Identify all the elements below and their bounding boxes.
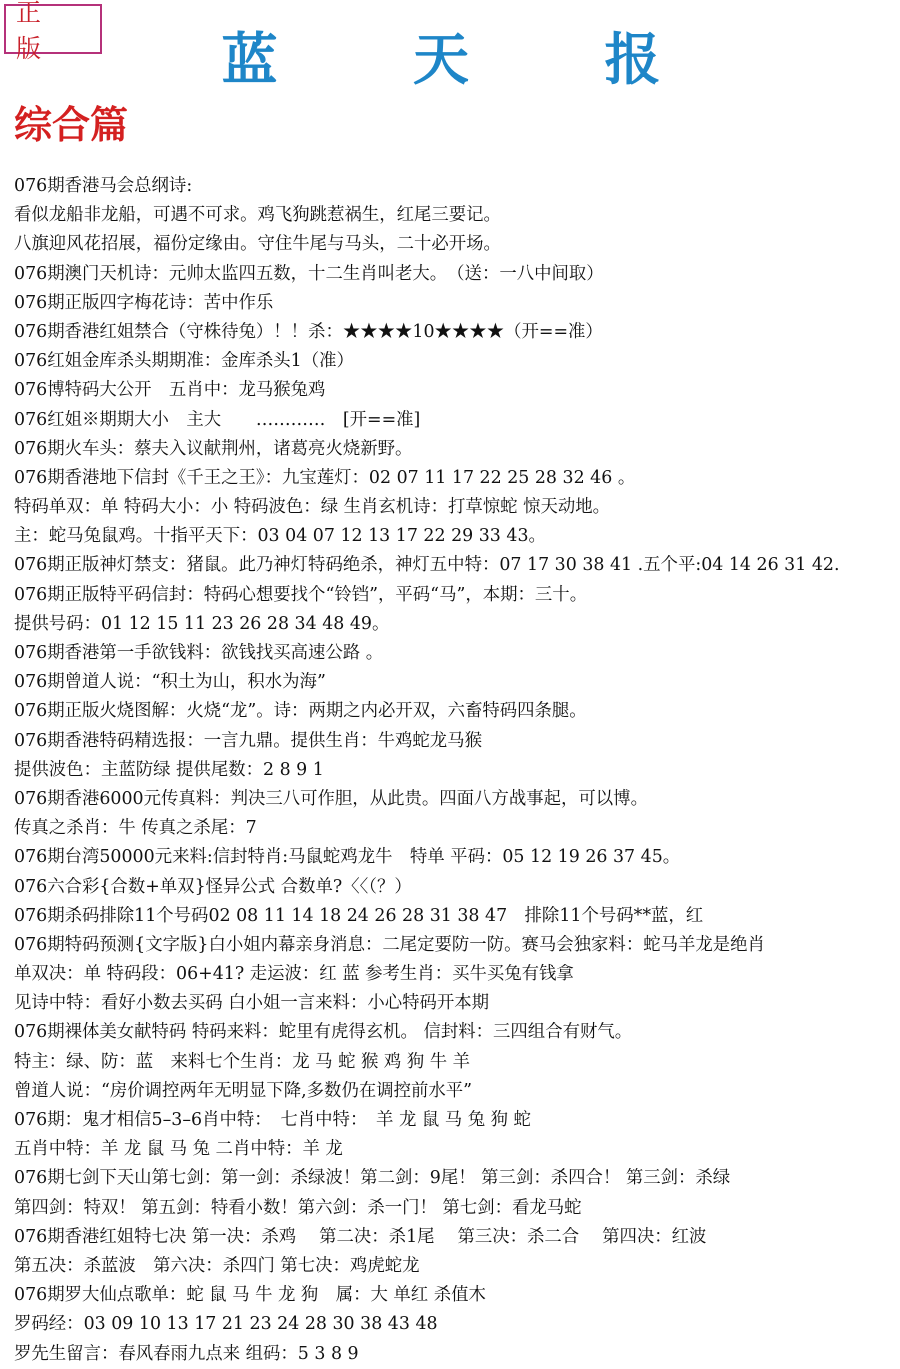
content-line: 076期澳门天机诗：元帅太监四五数，十二生肖叫老大。 （送：一八中间取） xyxy=(14,263,604,284)
content-line: 076期七剑下天山第七剑：第一剑：杀绿波！第二剑：9尾！ 第三剑：杀四合！ 第三剑：杀绿 xyxy=(14,1168,731,1189)
content-line: 076六合彩{合数+单双}怪异公式 合数单?〈〈（？） xyxy=(14,876,412,897)
content-line: 076期香港特码精选报：一言九鼎。提供生肖：牛鸡蛇龙马猴 xyxy=(14,730,482,751)
content-line: 076期正版特平码信封：特码心想要找个“铃铛”，平码“马”，本期：三十。 xyxy=(14,584,588,605)
content-line: 076博特码大公开 五肖中：龙马猴兔鸡 xyxy=(14,380,326,401)
content-line: 见诗中特：看好小数去买码 白小姐一言来料：小心特码开本期 xyxy=(14,993,490,1014)
content-line: 传真之杀肖：牛 传真之杀尾：7 xyxy=(14,818,257,839)
content-line: 076期正版火烧图解：火烧“龙”。诗：两期之内必开双，六畜特码四条腿。 xyxy=(14,701,587,722)
content-line: 特主：绿、防：蓝 来料七个生肖：龙 马 蛇 猴 鸡 狗 牛 羊 xyxy=(14,1051,471,1072)
content-line: 076期杀码排除11个号码02 08 11 14 18 24 26 28 31 38 47 排除11个号码**蓝，红 xyxy=(14,905,704,926)
content-lines xyxy=(14,172,898,1369)
content-line: 五肖中特：羊 龙 鼠 马 兔 二肖中特：羊 龙 xyxy=(14,1139,343,1160)
content-line: 罗先生留言：春风春雨九点来 组码：5 3 8 9 xyxy=(14,1343,359,1364)
content-line: 八旗迎风花招展，福份定缘由。守住牛尾与马头，二十必开场。 xyxy=(14,234,501,255)
content-line: 提供号码：01 12 15 11 23 26 28 34 48 49。 xyxy=(14,613,390,634)
content-line: 076期罗大仙点歌单：蛇 鼠 马 牛 龙 狗 属：大 单红 杀值木 xyxy=(14,1285,486,1306)
content-line: 076期：鬼才相信5–3–6肖中特： 七肖中特： 羊 龙 鼠 马 兔 狗 蛇 xyxy=(14,1110,531,1130)
content-line: 曾道人说：“房价调控两年无明显下降,多数仍在调控前水平” xyxy=(14,1080,473,1101)
content-line: 076期火车头：蔡夫入议献荆州，诸葛亮火烧新野。 xyxy=(14,438,413,459)
section-heading: 综合篇 xyxy=(14,102,129,147)
content-line: 第四剑：特双！ 第五剑：特看小数！第六剑：杀一门！ 第七剑：看龙马蛇 xyxy=(14,1197,582,1218)
content-line: 罗码经：03 09 10 13 17 21 23 24 28 30 38 43 48 xyxy=(14,1314,438,1335)
content-line: 076期正版四字梅花诗：苦中作乐 xyxy=(14,292,274,313)
content-line: 076期香港红姐禁合（守株待兔）！！杀：★★★★10★★★★（开==准） xyxy=(14,321,603,342)
content-line: 076期台湾50000元来料:信封特肖:马鼠蛇鸡龙牛 特单 平码：05 12 19 26 37 45。 xyxy=(14,847,681,868)
edition-stamp: 正 版 xyxy=(4,4,102,54)
content-line: 提供波色：主蓝防绿 提供尾数：2 8 9 1 xyxy=(14,759,324,780)
content-line: 076期香港马会总纲诗: xyxy=(14,176,193,196)
content-line: 076红姐※期期大小 主大 ………… [开==准] xyxy=(14,409,421,430)
content-line: 076红姐金库杀头期期准：金库杀头1（准） xyxy=(14,351,354,372)
content-line: 单双决：单 特码段：06+41? 走运波：红 蓝 参考生肖：买牛买兔有钱拿 xyxy=(14,964,574,985)
newspaper-title: 蓝 天 报 xyxy=(221,27,719,93)
content-line: 076期香港红姐特七决 第一决：杀鸡 第二决：杀1尾 第三决：杀二合 第四决：红波 xyxy=(14,1226,707,1247)
content-line: 看似龙船非龙船，可遇不可求。鸡飞狗跳惹祸生，红尾三要记。 xyxy=(14,205,501,226)
content-line: 076期香港第一手欲钱料：欲钱找买高速公路 。 xyxy=(14,643,384,663)
content-line: 076期正版神灯禁支：猪鼠。此乃神灯特码绝杀，神灯五中特：07 17 30 38 41 .五个平:04 14 26 31 42. xyxy=(14,555,840,576)
content-line: 076期香港地下信封《千王之王》：九宝莲灯：02 07 11 17 22 25 28 32 46 。 xyxy=(14,467,636,488)
content-line: 076期曾道人说：“积土为山，积水为海” xyxy=(14,672,326,693)
content-line: 076期裸体美女献特码 特码来料：蛇里有虎得玄机。 信封料：三四组合有财气。 xyxy=(14,1022,633,1043)
content-line: 076期特码预测{文字版}白小姐内幕亲身消息：二尾定要防一防。赛马会独家料：蛇马羊龙是绝肖 xyxy=(14,934,765,955)
content-line: 主：蛇马兔鼠鸡。十指平天下：03 04 07 12 13 17 22 29 33 43。 xyxy=(14,526,546,547)
content-line: 第五决：杀蓝波 第六决：杀四门 第七决：鸡虎蛇龙 xyxy=(14,1255,420,1276)
content-line: 特码单双：单 特码大小：小 特码波色：绿 生肖玄机诗：打草惊蛇 惊天动地。 xyxy=(14,497,611,518)
content-line: 076期香港6000元传真料：判决三八可作胆，从此贵。四面八方战事起，可以博。 xyxy=(14,788,648,809)
